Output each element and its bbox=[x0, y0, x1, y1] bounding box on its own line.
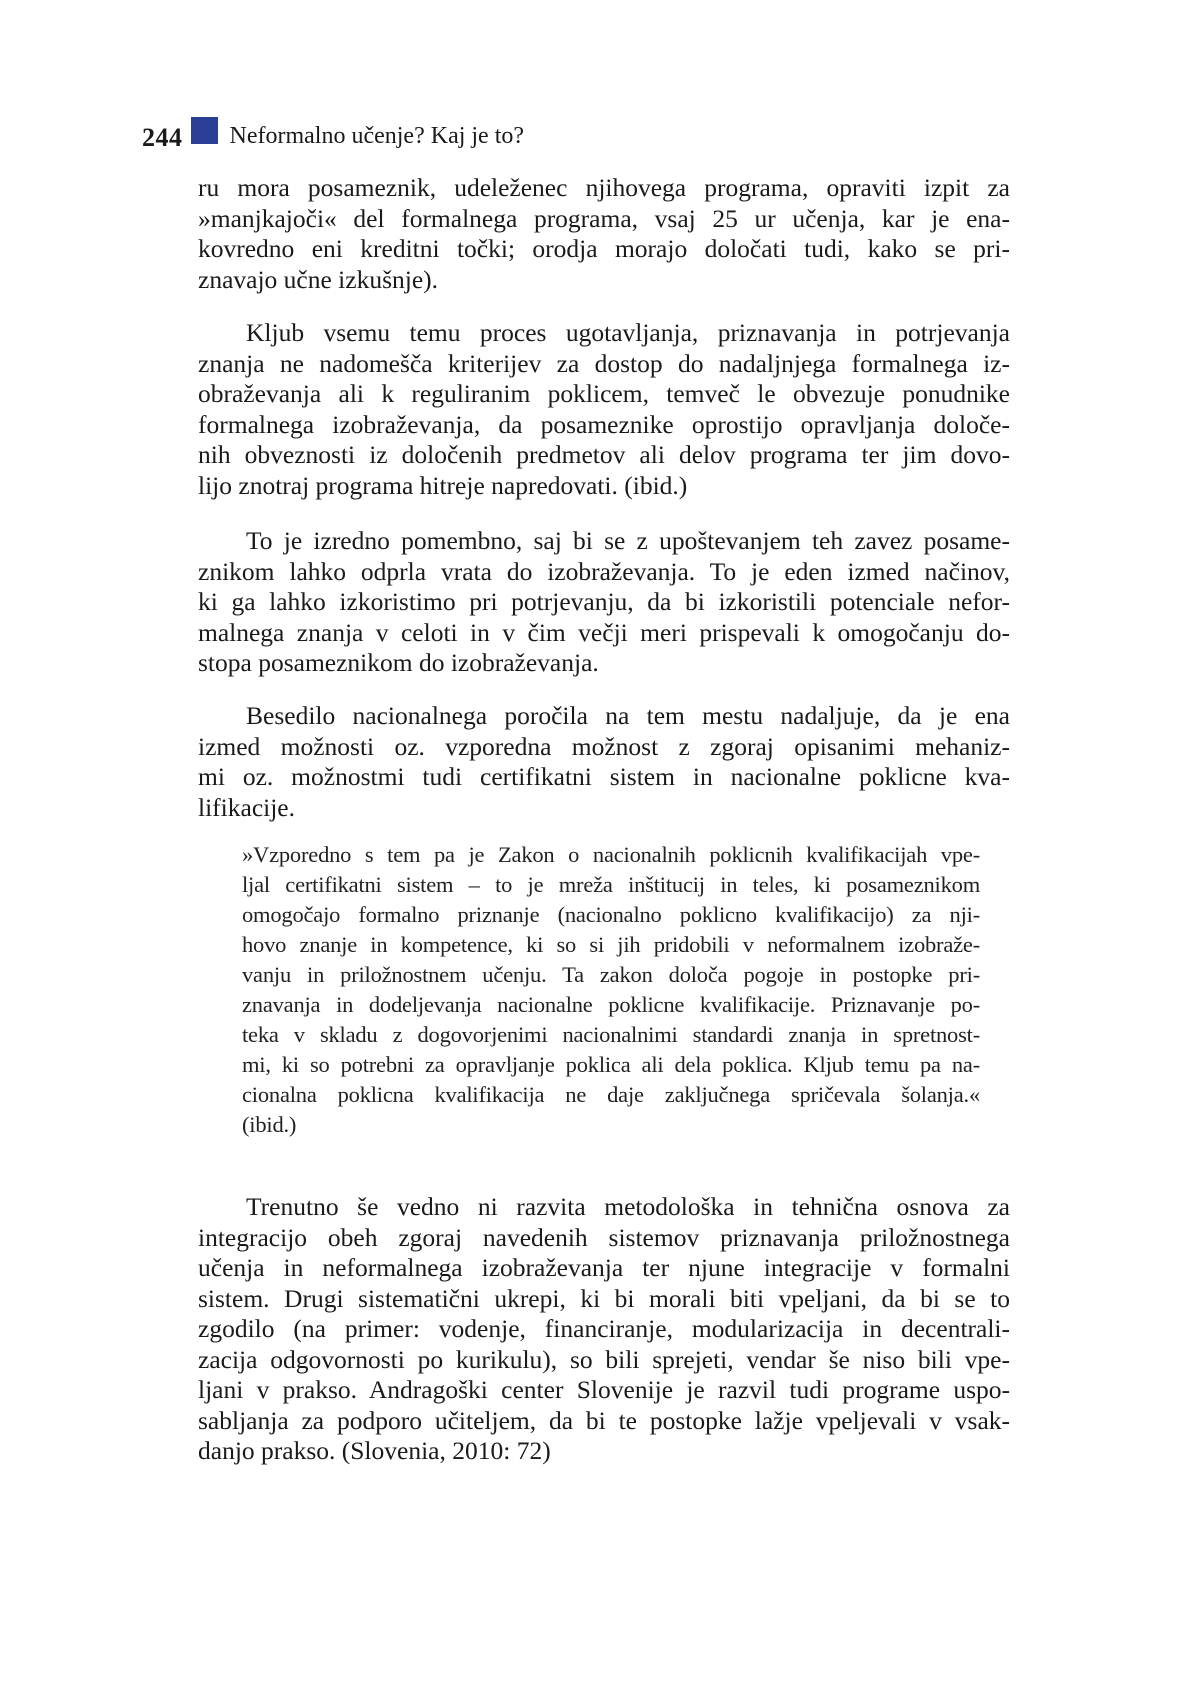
paragraph bbox=[198, 701, 1010, 823]
text-line: stopa posameznikom do izobraževanja. bbox=[198, 648, 599, 677]
text-line: Kljub vsemu temu proces ugotavljanja, priznavanja in potrjevanja bbox=[246, 318, 1010, 347]
paragraph bbox=[198, 526, 1010, 679]
text-line: ru mora posameznik, udeleženec njihovega programa, opraviti izpit za bbox=[198, 173, 1010, 202]
text-line: integracijo obeh zgoraj navedenih sistemov priznavanja priložnostnega bbox=[198, 1222, 1010, 1252]
text-line: malnega znanja v celoti in v čim večji meri prispevali k omogočanju do- bbox=[198, 617, 1010, 647]
text-line: lifikacije. bbox=[198, 792, 295, 822]
quote-line: znavanja in dodeljevanja nacionalne poklicne kvalifikacije. Priznavanje po- bbox=[242, 992, 980, 1017]
quote-line: mi, ki so potrebni za opravljanje poklica ali dela poklica. Kljub temu pa na- bbox=[242, 1052, 980, 1077]
text-line: ljani v prakso. Andragoški center Slovenije je razvil tudi programe uspo- bbox=[198, 1375, 1010, 1404]
quote-line: cionalna poklicna kvalifikacija ne daje zaključnega spričevala šolanja.« bbox=[242, 1082, 980, 1107]
quote-line: ljal certifikatni sistem – to je mreža inštitucij in teles, ki posameznikom bbox=[242, 872, 980, 897]
chapter-marker-square bbox=[191, 117, 218, 144]
text-line: lijo znotraj programa hitreje napredovati. (ibid.) bbox=[198, 470, 688, 500]
text-line: zgodilo (na primer: vodenje, financiranje, modularizacija in decentrali- bbox=[198, 1314, 1010, 1343]
quote-line: (ibid.) bbox=[242, 1112, 297, 1137]
text-line: Trenutno še vedno ni razvita metodološka in tehnična osnova za bbox=[246, 1192, 1010, 1221]
quote-line: »Vzporedno s tem pa je Zakon o nacionalnih poklicnih kvalifikacijah vpe- bbox=[242, 842, 980, 867]
text-line: sistem. Drugi sistematični ukrepi, ki bi morali biti vpeljani, da bi se to bbox=[198, 1283, 1010, 1313]
paragraph bbox=[198, 318, 1010, 501]
text-line: danjo prakso. (Slovenia, 2010: 72) bbox=[198, 1436, 551, 1465]
text-line: mi oz. možnostmi tudi certifikatni sistem in nacionalne poklicne kva- bbox=[198, 762, 1010, 791]
text-line: izmed možnosti oz. vzporedna možnost z zgoraj opisanimi mehaniz- bbox=[198, 731, 1010, 761]
page-number: 244 bbox=[142, 123, 183, 152]
block-quote bbox=[242, 840, 980, 1140]
text-line: obraževanja ali k reguliranim poklicem, temveč le obvezuje ponudnike bbox=[198, 379, 1010, 408]
text-line: formalnega izobraževanja, da posameznike oprostijo opravljanja določe- bbox=[198, 409, 1010, 439]
paragraph bbox=[198, 173, 1010, 295]
text-line: znikom lahko odprla vrata do izobraževanja. To je eden izmed načinov, bbox=[198, 556, 1010, 586]
text-line: sabljanja za podporo učiteljem, da bi te postopke lažje vpeljevali v vsak- bbox=[198, 1405, 1010, 1435]
quote-line: hovo znanje in kompetence, ki so si jih pridobili v neformalnem izobraže- bbox=[242, 932, 980, 957]
quote-line: teka v skladu z dogovorjenimi nacionalnimi standardi znanja in spretnost- bbox=[242, 1022, 980, 1047]
text-line: »manjkajoči« del formalnega programa, vsaj 25 ur učenja, kar je ena- bbox=[198, 203, 1010, 233]
text-line: učenja in neformalnega izobraževanja ter njune integracije v formalni bbox=[198, 1253, 1010, 1282]
text-line: nih obveznosti iz določenih predmetov ali delov programa ter jim dovo- bbox=[198, 440, 1010, 469]
text-line: zacija odgovornosti po kurikulu), so bili sprejeti, vendar še niso bili vpe- bbox=[198, 1344, 1010, 1374]
running-header bbox=[142, 114, 524, 154]
text-line: To je izredno pomembno, saj bi se z upoštevanjem teh zavez posame- bbox=[246, 526, 1010, 555]
running-title: Neformalno učenje? Kaj je to? bbox=[229, 123, 525, 149]
text-line: Besedilo nacionalnega poročila na tem mestu nadaljuje, da je ena bbox=[246, 701, 1010, 730]
quote-line: vanju in priložnostnem učenju. Ta zakon določa pogoje in postopke pri- bbox=[242, 962, 980, 987]
quote-line: omogočajo formalno priznanje (nacionalno poklicno kvalifikacijo) za nji- bbox=[242, 902, 980, 927]
text-line: ki ga lahko izkoristimo pri potrjevanju, da bi izkoristili potenciale nefor- bbox=[198, 587, 1010, 616]
paragraph bbox=[198, 1192, 1010, 1467]
text-line: znavajo učne izkušnje). bbox=[198, 264, 439, 294]
text-line: znanja ne nadomešča kriterijev za dostop do nadaljnjega formalnega iz- bbox=[198, 348, 1010, 378]
text-line: kovredno eni kreditni točki; orodja morajo določati tudi, kako se pri- bbox=[198, 234, 1010, 263]
